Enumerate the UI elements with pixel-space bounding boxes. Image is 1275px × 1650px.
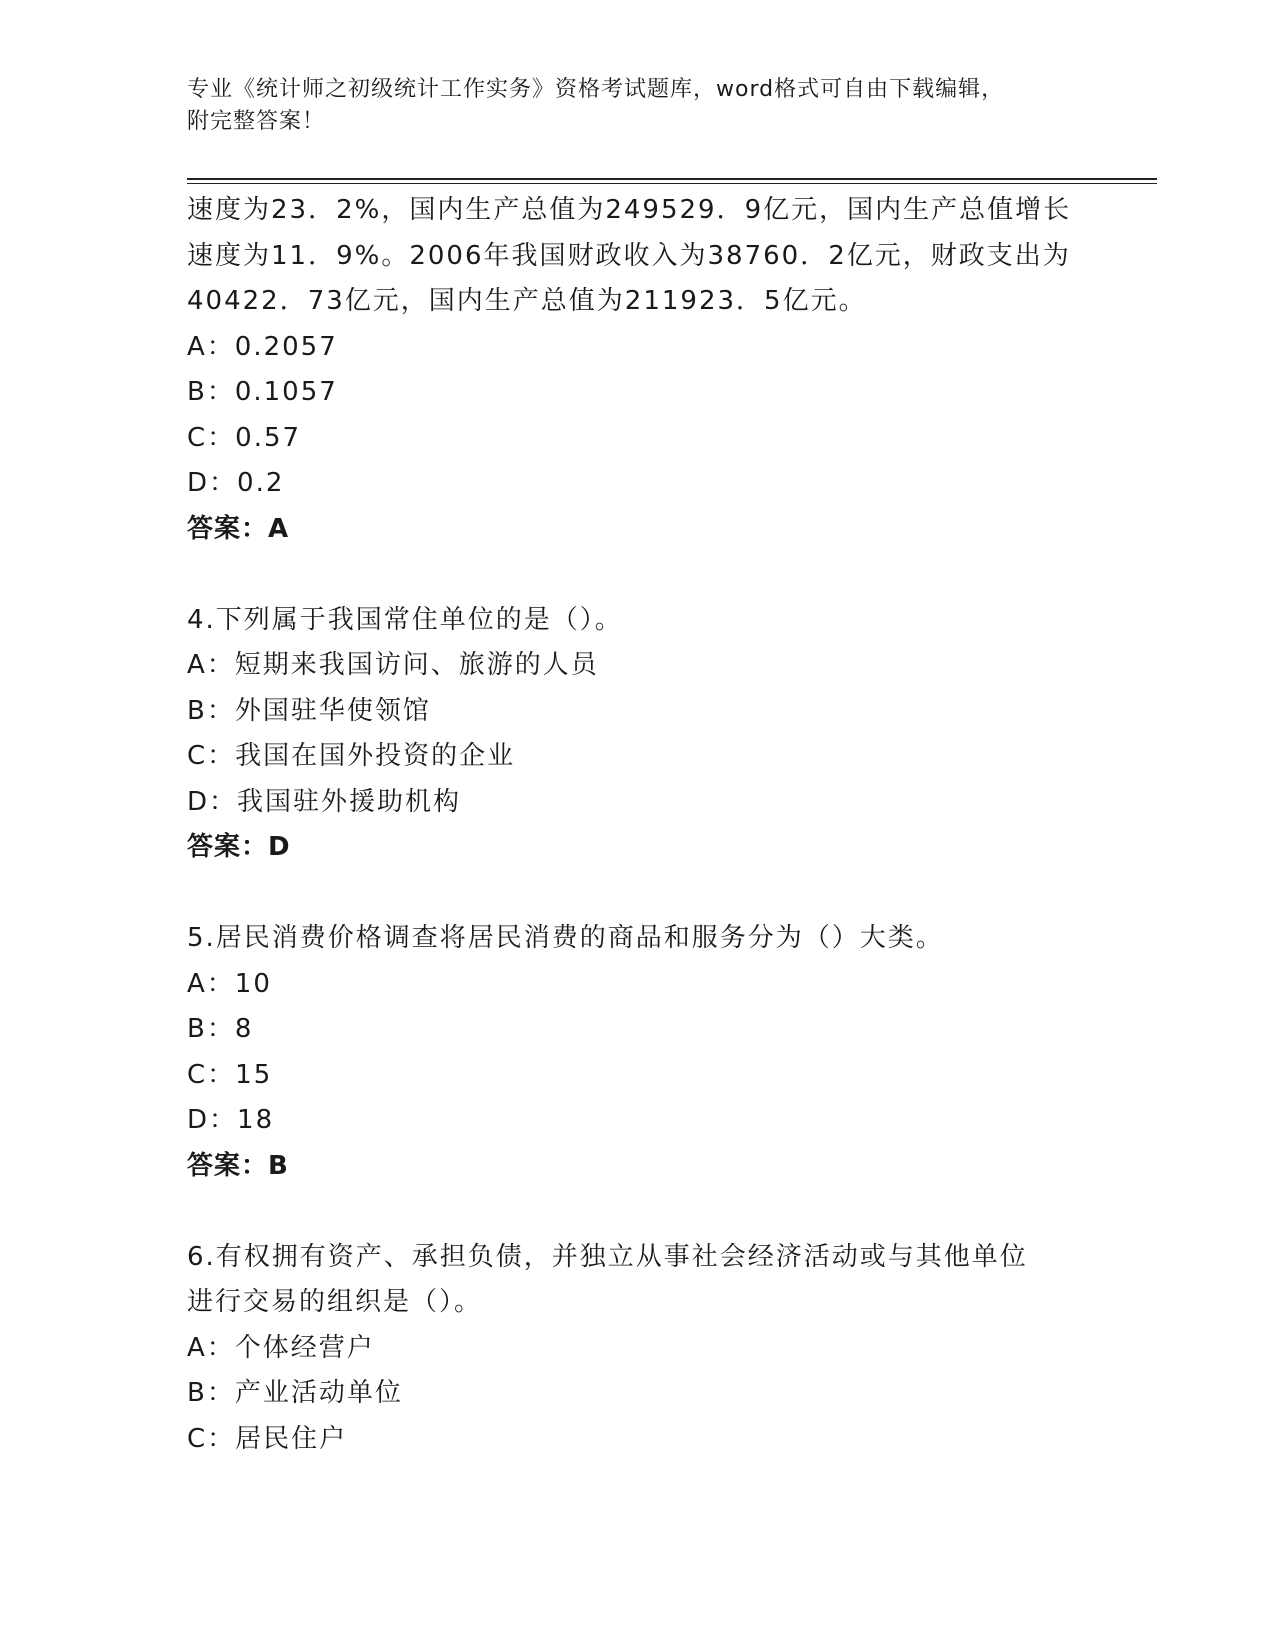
answer: 答案：B (187, 1150, 289, 1181)
question-list (187, 188, 1087, 1462)
question-text-line: 6.有权拥有资产、承担负债，并独立从事社会经济活动或与其他单位 (187, 1241, 1028, 1272)
header-line-2: 附完整答案！ (187, 109, 326, 134)
question-text-line: 速度为23．2%，国内生产总值为249529．9亿元，国内生产总值增长 (187, 195, 1072, 225)
header-divider-thick (187, 178, 1157, 180)
spacer (187, 1189, 1087, 1235)
spacer (187, 871, 1087, 917)
question-3 (187, 188, 1087, 552)
option-a: A：短期来我国访问、旅游的人员 (187, 650, 599, 680)
header-divider-thin (187, 183, 1157, 184)
option-c: C：我国在国外投资的企业 (187, 741, 516, 771)
option-a: A：个体经营户 (187, 1332, 375, 1363)
option-a: A：10 (187, 968, 272, 999)
question-text-line: 进行交易的组织是（）。 (187, 1287, 483, 1317)
question-5 (187, 916, 1087, 1189)
header-line-1: 专业《统计师之初级统计工作实务》资格考试题库，word格式可自由下载编辑， (187, 77, 1005, 102)
option-b: B：产业活动单位 (187, 1378, 403, 1408)
question-4 (187, 598, 1087, 871)
option-c: C：居民住户 (187, 1423, 348, 1454)
question-text-line: 5.居民消费价格调查将居民消费的商品和服务分为（）大类。 (187, 923, 944, 953)
spacer (187, 552, 1087, 598)
option-d: D：我国驻外援助机构 (187, 786, 462, 817)
option-c: C：15 (187, 1059, 273, 1090)
question-text-line: 40422．73亿元，国内生产总值为211923．5亿元。 (187, 286, 867, 316)
option-d: D：0.2 (187, 468, 285, 498)
option-b: B：8 (187, 1014, 254, 1044)
answer: 答案：A (187, 513, 290, 544)
option-d: D：18 (187, 1105, 275, 1135)
option-b: B：0.1057 (187, 377, 338, 407)
option-a: A：0.2057 (187, 331, 338, 362)
question-text-line: 4.下列属于我国常住单位的是（）。 (187, 604, 623, 635)
document-header (187, 74, 1087, 138)
option-b: B：外国驻华使领馆 (187, 695, 431, 726)
question-6 (187, 1235, 1087, 1463)
answer: 答案：D (187, 832, 291, 862)
question-text-line: 速度为11．9%。2006年我国财政收入为38760．2亿元，财政支出为 (187, 240, 1071, 271)
option-c: C：0.57 (187, 422, 302, 453)
